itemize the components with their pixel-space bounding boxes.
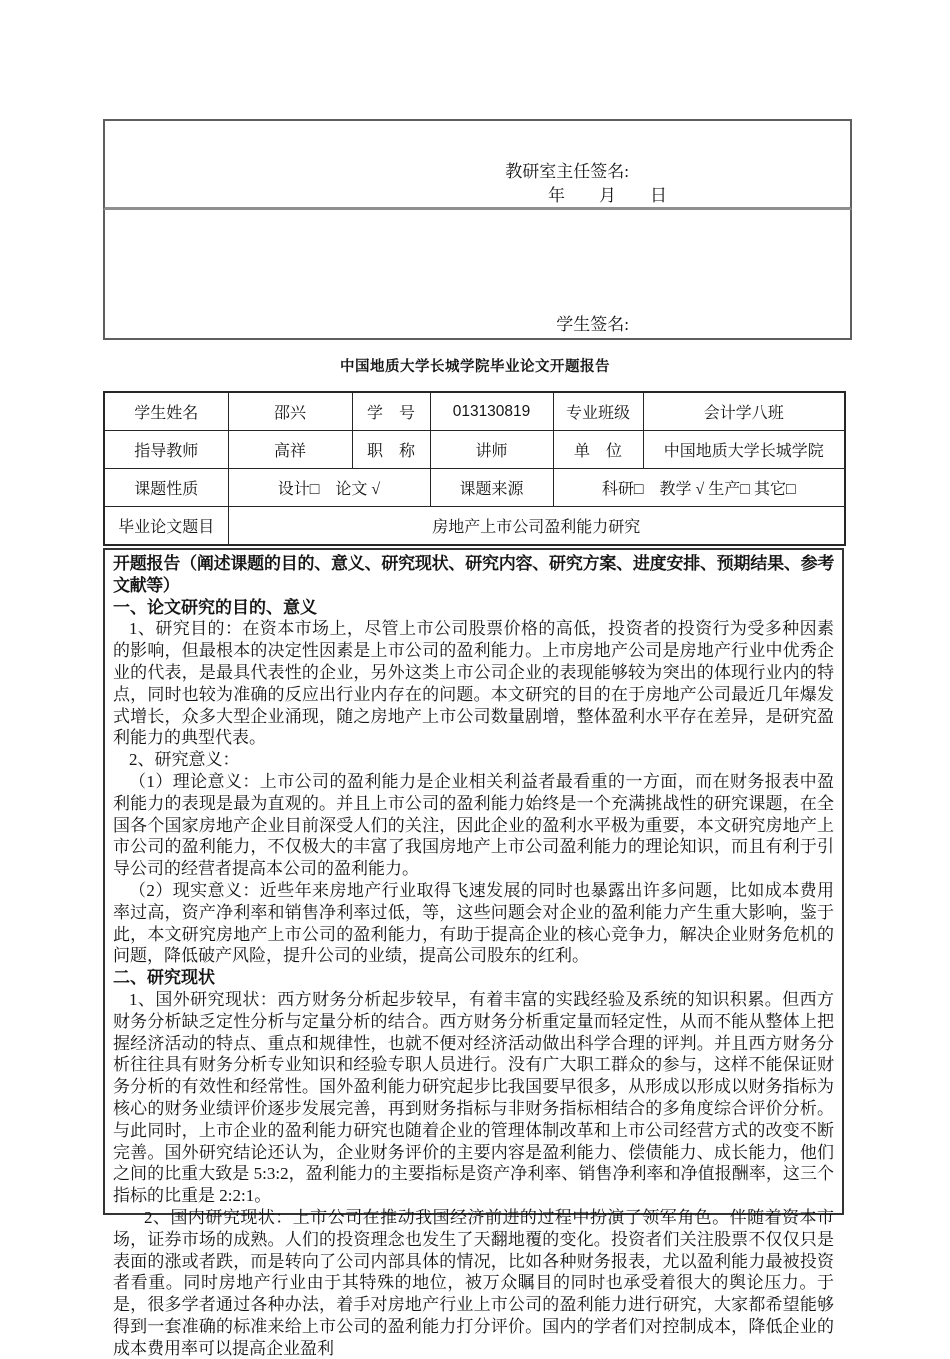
paragraph-foreign-research: 1、国外研究现状：西方财务分析起步较早，有着丰富的实践经验及系统的知识积累。但西方财务分析缺乏定性分析与定量分析的结合。西方财务分析重定量而轻定性，从而不能从整体上把握经济活动的特点、重点和规律性，也就不便对经济活动做出科学合理的评判。并且西方财务分析往往具有财务分析专业知识和经验专职人员进行。没有广大职工群众的参与，这样不能保证财务分析的有效性和经常性。国外盈利能力研究起步比我国要早很多，从形成以形成以财务指标为核心的财务业绩评价逐步发展完善，再到财务指标与非财务指标相结合的多角度综合评价分析。与此同时，上市企业的盈利能力研究也随着企业的管理体制改革和上市公司经营方式的改变不断完善。国外研究结论还认为，企业财务评价的主要内容是盈利能力、偿债能力、成长能力，他们之间的比重大致是 5:3:2，盈利能力的主要指标是资产净利率、销售净利率和净值报酬率，这三个指标的比重是 2:2:1。	[113, 989, 834, 1206]
class-label: 专业班级	[553, 392, 643, 431]
student-info-table	[103, 391, 846, 546]
director-approval-box	[103, 119, 852, 210]
student-signature-box	[103, 210, 852, 340]
section2-title: 二、研究现状	[113, 968, 215, 988]
project-nature-options: 设计□ 论文 √	[228, 469, 430, 507]
class-value: 会计学八班	[643, 392, 845, 431]
thesis-title-label: 毕业论文题目	[104, 507, 228, 546]
paragraph-practical-significance: （2）现实意义：近些年来房地产行业取得飞速发展的同时也暴露出许多问题，比如成本费用率过高，资产净利率和销售净利率过低，等，这些问题会对企业的盈利能力产生重大影响，鉴于此，本文研究房地产上市公司的盈利能力，有助于提高企业的核心竞争力，解决企业财务危机的问题，降低破产风险，提升公司的业绩，提高公司股东的红利。	[113, 880, 834, 966]
table-row-project	[104, 469, 845, 507]
student-signature-label: 学生签名:	[556, 315, 629, 334]
project-source-label: 课题来源	[430, 469, 553, 507]
report-heading: 开题报告（阐述课题的目的、意义、研究现状、研究内容、研究方案、进度安排、预期结果、参考文献等）	[113, 554, 834, 595]
paragraph-research-purpose: 1、研究目的：在资本市场上，尽管上市公司股票价格的高低，投资者的投资行为受多种因素的影响，但最根本的决定性因素是上市公司的盈利能力。上市房地产公司是房地产行业中优秀企业的代表，是最具代表性的企业，另外这类上市公司企业的表现能够较为突出的体现行业内的特点，同时也较为准确的反应出行业内存在的问题。本文研究的目的在于房地产公司最近几年爆发式增长，众多大型企业涌现，随之房地产上市公司数量剧增，整体盈利水平存在差异，是研究盈利能力的典型代表。	[113, 619, 834, 748]
paragraph-research-significance: 2、研究意义：	[129, 750, 240, 770]
proposal-report-section	[103, 548, 844, 1358]
date-line: 年 月 日	[548, 186, 667, 205]
section1-title: 一、论文研究的目的、意义	[113, 597, 317, 617]
project-nature-label: 课题性质	[104, 469, 228, 507]
student-name-label: 学生姓名	[104, 392, 228, 431]
advisor-label: 指导教师	[104, 431, 228, 469]
paragraph-domestic-research: 2、国内研究现状：上市公司在推动我国经济前进的过程中扮演了领军角色。伴随着资本市场，证券市场的成熟。人们的投资理念也发生了天翻地覆的变化。投资者们关注股票不仅仅只是表面的涨或者跌，而是转向了公司内部具体的情况，比如各种财务报表，尤以盈利能力最被投资者看重。同时房地产行业由于其特殊的地位，被万众瞩目的同时也承受着很大的舆论压力。于是，很多学者通过各种办法，着手对房地产行业上市公司的盈利能力进行研究，大家都希望能够得到一套准确的标准来给上市公司的盈利能力打分评价。国内的学者们对控制成本，降低企业的成本费用率可以提高企业盈利	[113, 1207, 834, 1358]
student-id-label: 学 号	[352, 392, 430, 431]
advisor-value: 高祥	[228, 431, 352, 469]
student-name-value: 邵兴	[228, 392, 352, 431]
director-signature-label: 教研室主任签名:	[505, 162, 629, 181]
unit-value: 中国地质大学长城学院	[643, 431, 845, 469]
unit-label: 单 位	[553, 431, 643, 469]
table-row-advisor	[104, 431, 845, 469]
document-title: 中国地质大学长城学院毕业论文开题报告	[340, 359, 610, 375]
advisor-title-label: 职 称	[352, 431, 430, 469]
paragraph-theoretical-significance: （1）理论意义：上市公司的盈利能力是企业相关利益者最看重的一方面，而在财务报表中盈利能力的表现是最为直观的。并且上市公司的盈利能力始终是一个充满挑战性的研究课题，在全国各个国家房地产企业目前深受人们的关注，因此企业的盈利水平极为重要，本文研究房地产上市公司的盈利能力，不仅极大的丰富了我国房地产上市公司盈利能力的理论知识，而且有利于引导公司的经营者提高本公司的盈利能力。	[113, 771, 834, 879]
table-row-thesis-title	[104, 507, 845, 546]
project-source-options: 科研□ 教学 √ 生产□ 其它□	[553, 469, 845, 507]
thesis-title-value: 房地产上市公司盈利能力研究	[228, 507, 845, 546]
advisor-title-value: 讲师	[430, 431, 553, 469]
student-id-value: 013130819	[430, 392, 553, 431]
table-row-student	[104, 392, 845, 431]
